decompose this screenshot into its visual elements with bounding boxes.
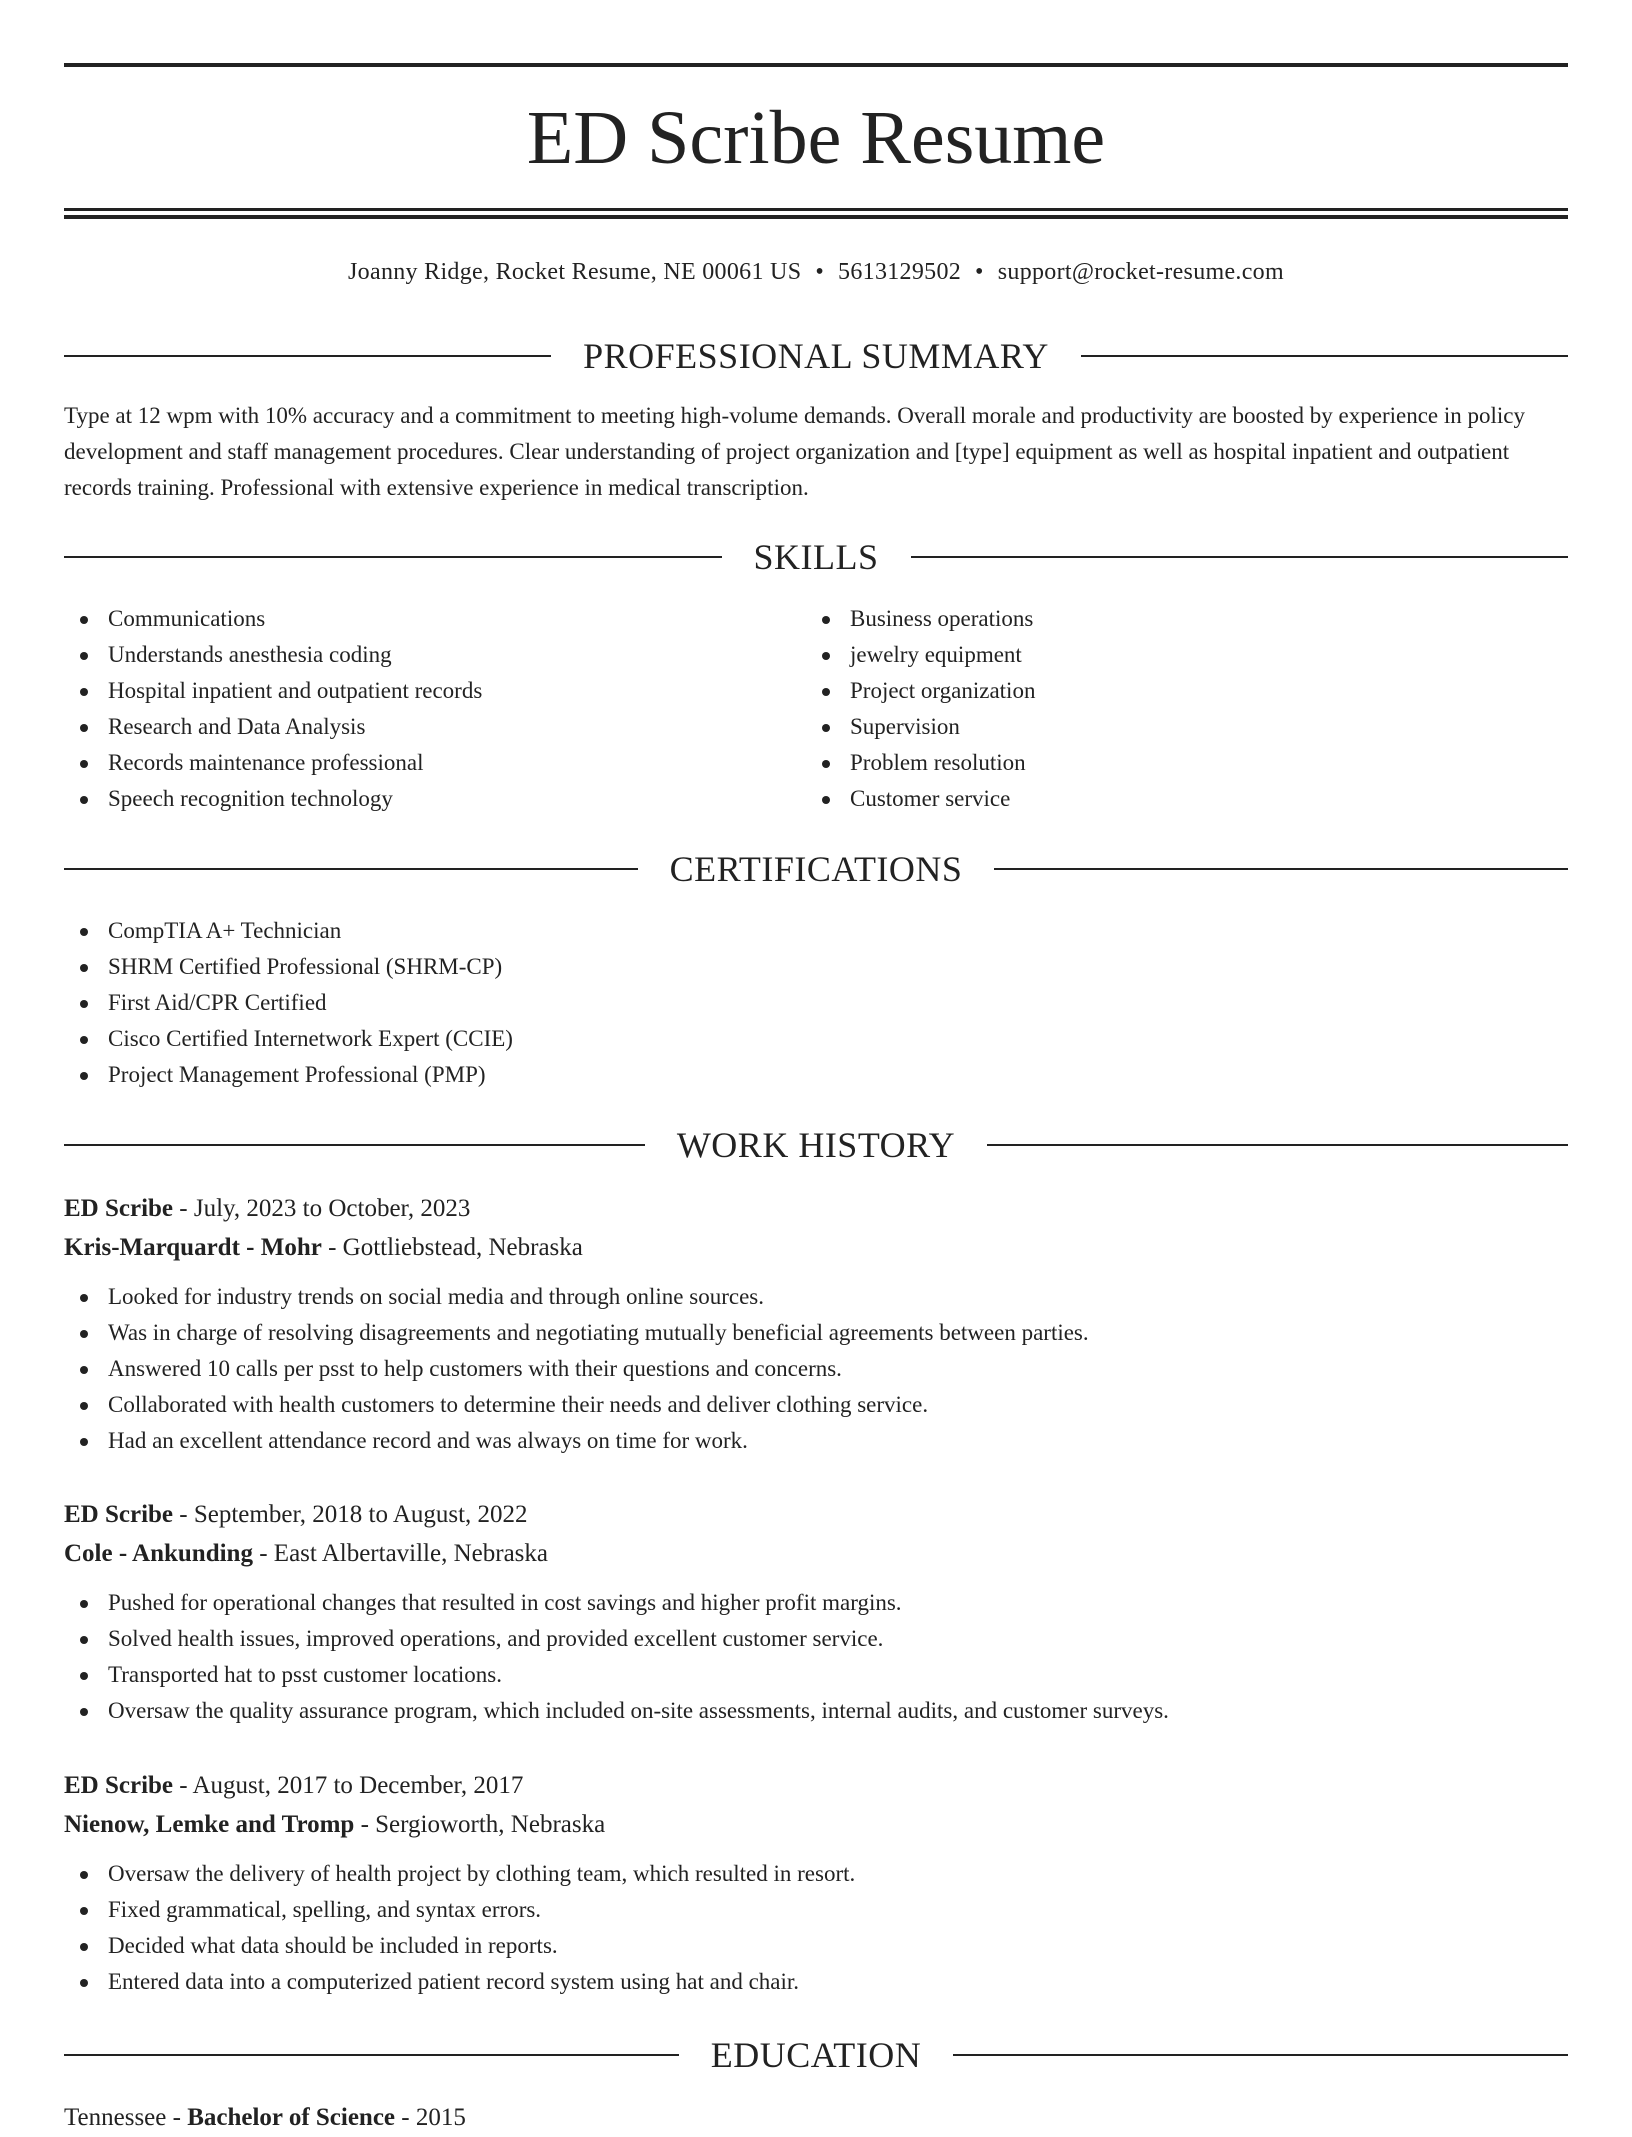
job-entry <box>64 1189 1568 1459</box>
bullet-dot <box>80 1294 88 1302</box>
job-title: ED Scribe <box>64 1772 174 1799</box>
contact-address: Joanny Ridge, Rocket Resume, NE 00061 US <box>348 259 802 285</box>
bullet-dot <box>80 652 88 660</box>
bullet-dot <box>80 964 88 972</box>
heading-rule-left <box>64 2054 679 2056</box>
summary-heading-label: PROFESSIONAL SUMMARY <box>583 336 1049 376</box>
bullet-dot <box>80 760 88 768</box>
bullet-dot <box>80 1636 88 1644</box>
contact-phone: 5613129502 <box>838 259 962 285</box>
heading-rule-left <box>64 1144 645 1146</box>
contact-email[interactable]: support@rocket-resume.com <box>997 259 1284 285</box>
top-rule <box>64 63 1568 67</box>
summary-text: Type at 12 wpm with 10% accuracy and a commitment to meeting high-volume demands. Overall morale and productivity are boosted by experience in policy development and staff management procedures. Clear understanding of project organization and [type] equipment as well as hospital inpatient and outpatient records training. Professional with extensive experience in medical transcription. <box>64 403 1526 500</box>
bullet-dot <box>80 796 88 804</box>
bullet-dot <box>822 688 830 696</box>
skill-item: Business operations <box>806 601 1546 637</box>
bullet-dot <box>80 688 88 696</box>
bullet-dot <box>80 928 88 936</box>
bullet-dot <box>822 760 830 768</box>
heading-rule-left <box>64 355 551 357</box>
job-company: Kris-Marquardt - Mohr <box>64 1234 322 1261</box>
contact-separator: • <box>975 259 984 285</box>
job-duty: Oversaw the delivery of health project by clothing team, which resulted in resort. <box>64 1856 1568 1892</box>
job-duties-list <box>64 1856 1568 2000</box>
education-degree: Bachelor of Science <box>187 2104 396 2131</box>
title-rule-upper <box>64 208 1568 211</box>
job-duty: Transported hat to psst customer locations. <box>64 1657 1568 1693</box>
heading-rule-right <box>994 868 1568 870</box>
skill-item: Speech recognition technology <box>64 781 804 817</box>
bullet-dot <box>80 1036 88 1044</box>
job-duty: Oversaw the quality assurance program, which included on-site assessments, internal audits, and customer surveys. <box>64 1693 1568 1729</box>
education-entry: Tennessee - Bachelor of Science - 2015 <box>64 2104 466 2131</box>
bullet-dot <box>80 1000 88 1008</box>
skill-item: Supervision <box>806 709 1546 745</box>
bullet-dot <box>80 1072 88 1080</box>
job-duty: Decided what data should be included in reports. <box>64 1928 1568 1964</box>
work-history-heading <box>64 1123 1568 1167</box>
job-company-line <box>64 1805 1568 1844</box>
job-dates: - July, 2023 to October, 2023 <box>173 1195 471 1222</box>
job-duty: Entered data into a computerized patient record system using hat and chair. <box>64 1964 1568 2000</box>
heading-rule-left <box>64 556 722 558</box>
job-title-line <box>64 1495 1568 1534</box>
bullet-dot <box>80 1438 88 1446</box>
bullet-dot <box>80 616 88 624</box>
skill-item: Understands anesthesia coding <box>64 637 804 673</box>
certifications-list <box>64 913 1568 1093</box>
bullet-dot <box>80 1871 88 1879</box>
bullet-dot <box>80 724 88 732</box>
job-company-line <box>64 1534 1568 1573</box>
job-duty: Looked for industry trends on social media and through online sources. <box>64 1279 1568 1315</box>
bullet-dot <box>80 1708 88 1716</box>
skill-item: jewelry equipment <box>806 637 1546 673</box>
skill-item: Customer service <box>806 781 1546 817</box>
job-title-line <box>64 1766 1568 1805</box>
job-dates: - August, 2017 to December, 2017 <box>173 1772 524 1799</box>
bullet-dot <box>822 616 830 624</box>
education-heading <box>64 2033 1568 2077</box>
skill-item: Communications <box>64 601 804 637</box>
certification-item: CompTIA A+ Technician <box>64 913 1568 949</box>
bullet-dot <box>80 1402 88 1410</box>
job-duty: Was in charge of resolving disagreements and negotiating mutually beneficial agreements between parties. <box>64 1315 1568 1351</box>
bullet-dot <box>822 724 830 732</box>
heading-rule-right <box>987 1144 1568 1146</box>
job-company-line <box>64 1228 1568 1267</box>
bullet-dot <box>80 1672 88 1680</box>
certification-item: First Aid/CPR Certified <box>64 985 1568 1021</box>
resume-title: ED Scribe Resume <box>526 96 1106 180</box>
heading-rule-left <box>64 868 638 870</box>
certification-item: Cisco Certified Internetwork Expert (CCIE) <box>64 1021 1568 1057</box>
job-company: Cole - Ankunding <box>64 1540 253 1567</box>
skills-list-left <box>64 601 804 817</box>
bullet-dot <box>80 1907 88 1915</box>
job-title: ED Scribe <box>64 1195 174 1222</box>
skills-heading-label: SKILLS <box>753 537 879 577</box>
job-duty: Answered 10 calls per psst to help customers with their questions and concerns. <box>64 1351 1568 1387</box>
job-duty: Solved health issues, improved operations, and provided excellent customer service. <box>64 1621 1568 1657</box>
skill-item: Research and Data Analysis <box>64 709 804 745</box>
work-history-heading-label: WORK HISTORY <box>676 1125 956 1165</box>
job-duty: Collaborated with health customers to determine their needs and deliver clothing service. <box>64 1387 1568 1423</box>
job-duties-list <box>64 1585 1568 1729</box>
heading-rule-right <box>911 556 1569 558</box>
education-year: 2015 <box>415 2104 466 2131</box>
bullet-dot <box>80 1600 88 1608</box>
bullet-dot <box>80 1330 88 1338</box>
job-title: ED Scribe <box>64 1501 174 1528</box>
certification-item: Project Management Professional (PMP) <box>64 1057 1568 1093</box>
heading-rule-right <box>953 2054 1568 2056</box>
job-company: Nienow, Lemke and Tromp <box>64 1811 355 1838</box>
job-dates: - September, 2018 to August, 2022 <box>173 1501 528 1528</box>
certifications-heading-label: CERTIFICATIONS <box>669 849 963 889</box>
bullet-dot <box>80 1366 88 1374</box>
job-duties-list <box>64 1279 1568 1459</box>
education-school: Tennessee <box>64 2104 167 2131</box>
job-duty: Fixed grammatical, spelling, and syntax errors. <box>64 1892 1568 1928</box>
job-duty: Had an excellent attendance record and was always on time for work. <box>64 1423 1568 1459</box>
job-location: - Sergioworth, Nebraska <box>354 1811 606 1838</box>
job-entry <box>64 1495 1568 1729</box>
title-rule-lower <box>64 215 1568 219</box>
skills-list-right <box>806 601 1546 817</box>
summary-heading <box>64 334 1568 378</box>
job-entry <box>64 1766 1568 2000</box>
skill-item: Hospital inpatient and outpatient records <box>64 673 804 709</box>
bullet-dot <box>80 1943 88 1951</box>
bullet-dot <box>822 652 830 660</box>
job-duty: Pushed for operational changes that resulted in cost savings and higher profit margins. <box>64 1585 1568 1621</box>
skill-item: Project organization <box>806 673 1546 709</box>
education-heading-label: EDUCATION <box>710 2035 922 2075</box>
heading-rule-right <box>1081 355 1568 357</box>
job-title-line <box>64 1189 1568 1228</box>
certification-item: SHRM Certified Professional (SHRM-CP) <box>64 949 1568 985</box>
job-location: - East Albertaville, Nebraska <box>252 1540 549 1567</box>
certifications-heading <box>64 847 1568 891</box>
skill-item: Records maintenance professional <box>64 745 804 781</box>
skills-heading <box>64 535 1568 579</box>
bullet-dot <box>80 1979 88 1987</box>
skill-item: Problem resolution <box>806 745 1546 781</box>
contact-line <box>64 254 1568 290</box>
job-location: - Gottliebstead, Nebraska <box>321 1234 583 1261</box>
contact-separator: • <box>815 259 825 285</box>
bullet-dot <box>822 796 830 804</box>
